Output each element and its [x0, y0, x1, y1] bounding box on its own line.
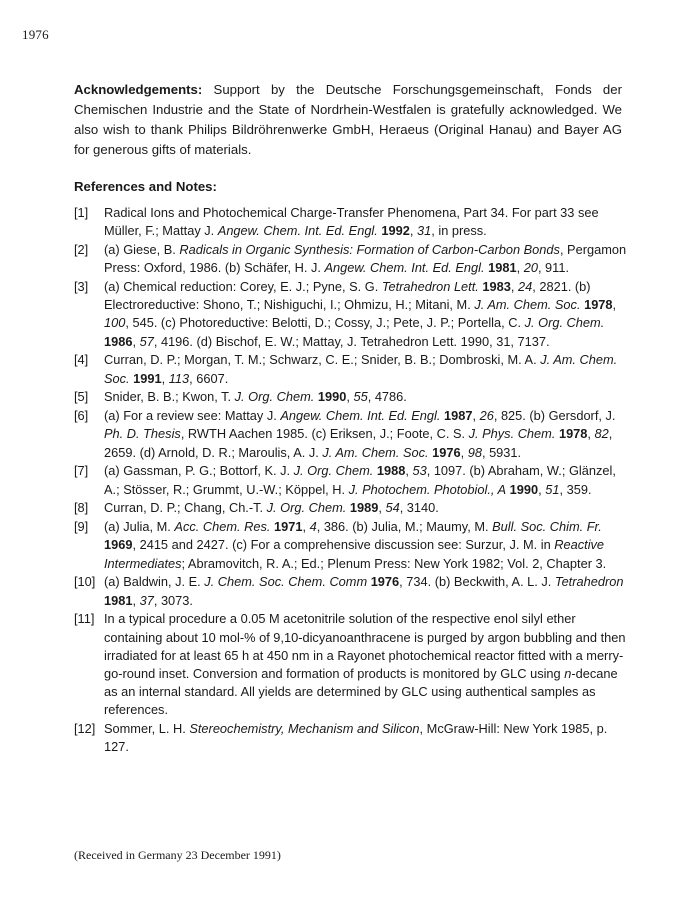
- acknowledgements-heading: Acknowledgements:: [74, 82, 203, 97]
- reference-segment: , 825. (b) Gersdorf, J.: [493, 408, 616, 424]
- reference-item: [74, 518, 634, 573]
- reference-segment: ,: [538, 481, 546, 497]
- reference-segment: Curran, D. P.; Chang, Ch.-T.: [104, 500, 267, 516]
- reference-number: [10]: [74, 574, 96, 590]
- reference-segment: , 734. (b) Beckwith, A. L. J.: [399, 574, 555, 590]
- reference-segment: ,: [132, 592, 140, 608]
- reference-segment: (a) For a review see: Mattay J.: [104, 408, 281, 424]
- reference-segment: ,: [587, 426, 595, 442]
- reference-segment: 113: [168, 370, 190, 386]
- reference-segment: -decane as an internal standard. All yields are determined by GLC using authentical samples as references.: [104, 666, 618, 718]
- reference-text: [104, 499, 634, 517]
- reference-segment: ,: [378, 500, 386, 516]
- reference-text: [104, 241, 634, 277]
- reference-segment: 51: [545, 481, 560, 497]
- reference-segment: ; Abramovitch, R. A.; Ed.; Plenum Press: New York 1982; Vol. 2, Chapter 3.: [181, 555, 607, 571]
- reference-segment: 1971: [273, 519, 303, 535]
- reference-segment: , in press.: [431, 223, 487, 239]
- reference-segment: 1969: [104, 537, 133, 553]
- reference-item: [74, 720, 634, 756]
- reference-segment: Angew. Chem. Int. Ed. Engl.: [324, 260, 485, 276]
- reference-segment: 54: [385, 500, 400, 516]
- reference-segment: (a) Julia, M.: [104, 519, 175, 535]
- reference-segment: 4: [309, 519, 317, 535]
- reference-number: [6]: [74, 408, 89, 424]
- reference-segment: Angew. Chem. Int. Ed. Engl.: [280, 408, 441, 424]
- reference-segment: 1976: [370, 574, 400, 590]
- reference-number: [4]: [74, 352, 89, 368]
- reference-segment: 57: [139, 333, 154, 349]
- reference-segment: , 545. (c) Photoreductive: Belotti, D.; Cossy, J.; Pete, J. P.; Portella, C.: [125, 315, 525, 331]
- acknowledgements-paragraph: [74, 80, 622, 160]
- reference-number: [3]: [74, 279, 89, 294]
- reference-text: [104, 720, 634, 756]
- reference-segment: 1983: [482, 279, 511, 294]
- reference-segment: Sommer, L. H.: [104, 721, 190, 737]
- reference-segment: 1981: [104, 592, 133, 608]
- reference-segment: In a typical procedure a 0.05 M acetonitrile solution of the respective enol silyl ether containing about 10 mol-% of 9,10-dicyanoanthracene is purged by argon bubbling and then irradiated for at least 65 h at 450 nm in a Rayonet photochemical reactor fitted with a merry-go-round inset. Conversion and formation of products is monitored by GLC using: [104, 611, 626, 682]
- reference-segment: 82: [594, 426, 609, 442]
- reference-item: [74, 573, 634, 609]
- reference-item: [74, 204, 634, 240]
- reference-segment: 1976: [432, 444, 461, 460]
- reference-segment: J. Org. Chem.: [524, 315, 605, 331]
- reference-number: [7]: [74, 463, 89, 479]
- reference-segment: Snider, B. B.; Kwon, T.: [104, 389, 235, 405]
- reference-segment: 53: [412, 463, 427, 479]
- reference-text: [104, 351, 634, 387]
- reference-segment: J. Org. Chem.: [266, 500, 347, 516]
- reference-segment: , 3140.: [399, 500, 439, 516]
- reference-segment: 24: [518, 279, 533, 294]
- reference-number: [5]: [74, 389, 89, 405]
- reference-segment: , 2659. (d) Arnold, D. R.; Maroulis, A. J.: [104, 426, 613, 460]
- reference-segment: ,: [405, 463, 413, 479]
- reference-segment: 26: [479, 408, 494, 424]
- reference-segment: , 4196. (d) Bischof, E. W.; Mattay, J. Tetrahedron Lett. 1990, 31, 7137.: [153, 333, 550, 349]
- reference-segment: 1989: [349, 500, 379, 516]
- reference-item: [74, 241, 634, 277]
- reference-segment: Bull. Soc. Chim. Fr.: [492, 519, 602, 535]
- reference-number: [12]: [74, 721, 96, 737]
- reference-segment: , 6607.: [189, 370, 229, 386]
- reference-segment: ,: [516, 260, 524, 276]
- reference-segment: , 2821. (b) Electroreductive: Shono, T.; Nishiguchi, I.; Ohmizu, H.; Mitani, M.: [104, 279, 591, 313]
- reference-segment: Angew. Chem. Int. Ed. Engl.: [217, 223, 378, 239]
- reference-number: [1]: [74, 205, 89, 220]
- reference-segment: ,: [460, 444, 468, 460]
- reference-segment: n: [564, 666, 572, 682]
- reference-segment: 1988: [376, 463, 406, 479]
- reference-segment: J. Phys. Chem.: [468, 426, 556, 442]
- reference-segment: Tetrahedron: [554, 574, 624, 590]
- reference-segment: 20: [523, 260, 538, 276]
- references-list: [74, 204, 634, 757]
- reference-segment: 1978: [584, 297, 613, 313]
- reference-segment: , RWTH Aachen 1985. (c) Eriksen, J.; Foote, C. S.: [180, 426, 469, 442]
- reference-item: [74, 499, 634, 517]
- reference-segment: ,: [161, 370, 169, 386]
- reference-text: [104, 610, 634, 719]
- reference-segment: 1991: [133, 370, 162, 386]
- reference-item: [74, 610, 634, 719]
- references-heading: References and Notes:: [74, 179, 217, 194]
- reference-segment: ,: [409, 223, 417, 239]
- reference-segment: , 1097. (b) Abraham, W.; Glänzel, A.; Stösser, R.; Grummt, U.-W.; Köppel, H.: [104, 463, 616, 497]
- reference-item: [74, 407, 634, 462]
- reference-segment: ,: [472, 408, 480, 424]
- reference-number: [8]: [74, 500, 89, 516]
- reference-segment: 1986: [104, 333, 133, 349]
- reference-segment: ,: [346, 389, 354, 405]
- reference-segment: J. Org. Chem.: [293, 463, 374, 479]
- reference-segment: ,: [612, 297, 617, 313]
- reference-segment: J. Am. Chem. Soc.: [104, 352, 618, 386]
- reference-segment: 1981: [488, 260, 517, 276]
- reference-segment: (a) Chemical reduction: Corey, E. J.; Pyne, S. G.: [104, 279, 382, 294]
- received-note: (Received in Germany 23 December 1991): [74, 848, 281, 862]
- reference-text: [104, 388, 634, 406]
- reference-segment: , 386. (b) Julia, M.; Maumy, M.: [316, 519, 493, 535]
- reference-text: [104, 518, 634, 573]
- acknowledgements-text: Support by the Deutsche Forschungsgemeinschaft, Fonds der Chemischen Industrie and the State of Nordrhein-Westfalen is gratefully acknowledged. We also wish to thank Philips Bildröhrenwerke GmbH, Heraeus (Original Hanau) and Bayer AG for generous gifts of materials.: [74, 82, 622, 157]
- reference-segment: ,: [132, 333, 140, 349]
- reference-segment: Radical Ions and Photochemical Charge-Transfer Phenomena, Part 34. For part 33 see Müller, F.; Mattay J.: [104, 205, 599, 239]
- reference-text: [104, 407, 634, 462]
- reference-segment: , 5931.: [481, 444, 522, 460]
- reference-segment: 37: [139, 592, 154, 608]
- reference-item: [74, 388, 634, 406]
- reference-segment: Ph. D. Thesis: [104, 426, 181, 442]
- reference-segment: ,: [510, 279, 518, 294]
- reference-segment: Tetrahedron Lett.: [381, 279, 479, 294]
- reference-text: [104, 573, 634, 609]
- reference-segment: Radicals in Organic Synthesis: Formation of Carbon-Carbon Bonds: [179, 242, 560, 257]
- reference-segment: 1992: [381, 223, 410, 239]
- reference-segment: J. Org. Chem.: [234, 389, 315, 405]
- reference-item: [74, 278, 634, 351]
- reference-segment: 1987: [444, 408, 473, 424]
- reference-segment: 1978: [558, 426, 588, 442]
- reference-number: [9]: [74, 519, 89, 535]
- reference-segment: Reactive Intermediates: [104, 537, 605, 571]
- reference-item: [74, 351, 634, 387]
- reference-segment: 98: [467, 444, 482, 460]
- reference-segment: , 2415 and 2427. (c) For a comprehensive discussion see: Surzur, J. M. in: [132, 537, 555, 553]
- reference-segment: , 4786.: [367, 389, 407, 405]
- reference-segment: , 3073.: [153, 592, 193, 608]
- reference-segment: 1990: [317, 389, 347, 405]
- reference-segment: , 911.: [537, 260, 570, 276]
- reference-segment: (a) Gassman, P. G.; Bottorf, K. J.: [104, 463, 294, 479]
- reference-segment: J. Am. Chem. Soc.: [474, 297, 581, 313]
- reference-segment: J. Chem. Soc. Chem. Comm: [204, 574, 368, 590]
- reference-segment: , McGraw-Hill: New York 1985, p. 127.: [104, 721, 608, 755]
- reference-segment: ,: [302, 519, 310, 535]
- reference-number: [11]: [74, 611, 95, 627]
- reference-text: [104, 278, 634, 351]
- reference-number: [2]: [74, 242, 89, 257]
- reference-segment: , 359.: [559, 481, 592, 497]
- reference-segment: (a) Baldwin, J. E.: [104, 574, 205, 590]
- reference-segment: 55: [353, 389, 368, 405]
- reference-segment: Stereochemistry, Mechanism and Silicon: [189, 721, 420, 737]
- reference-segment: 100: [104, 315, 126, 331]
- reference-segment: J. Am. Chem. Soc.: [322, 444, 429, 460]
- reference-segment: 31: [417, 223, 432, 239]
- reference-segment: J. Photochem. Photobiol., A: [348, 481, 507, 497]
- reference-segment: (a) Giese, B.: [104, 242, 180, 257]
- reference-segment: Curran, D. P.; Morgan, T. M.; Schwarz, C. E.; Snider, B. B.; Dombroski, M. A.: [104, 352, 541, 368]
- reference-text: [104, 204, 634, 240]
- page-number: 1976: [22, 27, 49, 42]
- reference-item: [74, 462, 634, 498]
- reference-segment: Acc. Chem. Res.: [174, 519, 271, 535]
- reference-text: [104, 462, 634, 498]
- reference-segment: 1990: [509, 481, 539, 497]
- reference-segment: , Pergamon Press: Oxford, 1986. (b) Schäfer, H. J.: [104, 242, 627, 276]
